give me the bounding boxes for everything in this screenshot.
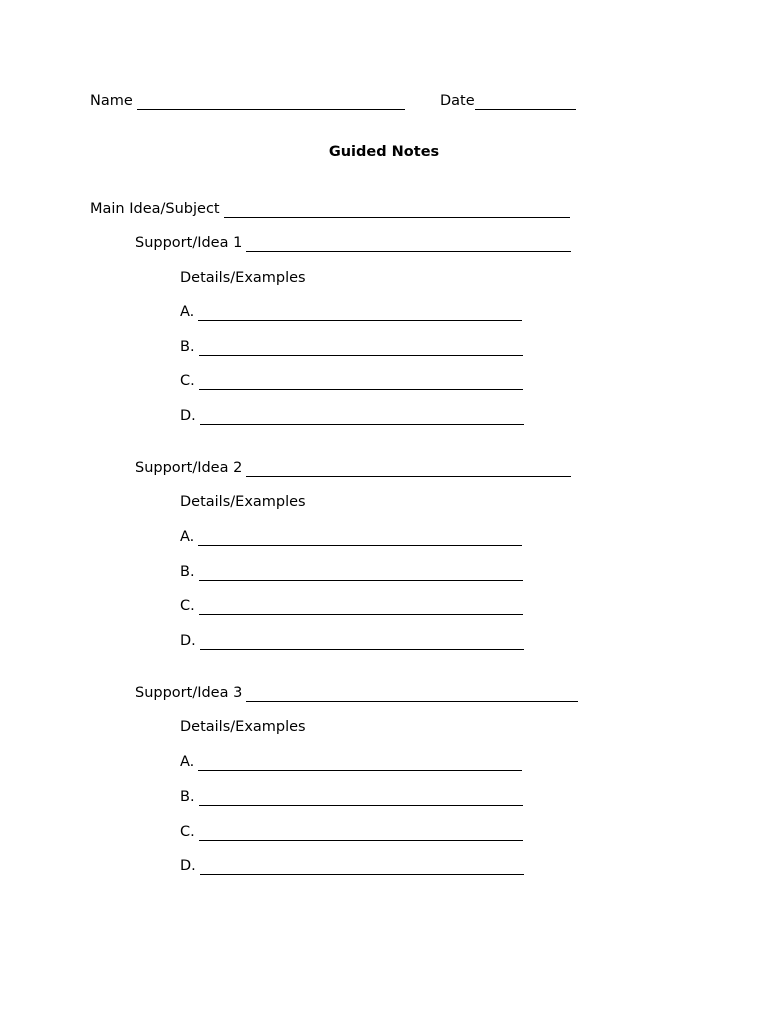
name-row xyxy=(90,92,405,110)
detail-row-1c xyxy=(180,372,523,390)
detail-letter: B. xyxy=(180,564,195,580)
detail-blank[interactable] xyxy=(199,341,523,356)
detail-row-2a xyxy=(180,528,522,546)
detail-row-1b xyxy=(180,338,523,356)
detail-blank[interactable] xyxy=(199,791,523,806)
details-heading-2 xyxy=(180,493,306,511)
name-label: Name xyxy=(90,93,133,109)
detail-letter: A. xyxy=(180,304,195,320)
detail-blank[interactable] xyxy=(200,860,524,875)
detail-blank[interactable] xyxy=(199,566,523,581)
detail-blank[interactable] xyxy=(198,756,522,771)
support-row-1 xyxy=(135,234,571,252)
main-idea-row xyxy=(90,200,570,218)
detail-row-1d xyxy=(180,407,524,425)
detail-letter: A. xyxy=(180,754,195,770)
detail-row-3d xyxy=(180,857,524,875)
detail-row-3a xyxy=(180,753,522,771)
detail-letter: D. xyxy=(180,408,196,424)
main-idea-blank[interactable] xyxy=(224,203,570,218)
support-row-2 xyxy=(135,459,571,477)
detail-row-3c xyxy=(180,823,523,841)
detail-letter: C. xyxy=(180,598,195,614)
support-label: Support/Idea 2 xyxy=(135,460,243,476)
support-label: Support/Idea 1 xyxy=(135,235,243,251)
support-blank[interactable] xyxy=(246,687,578,702)
name-blank[interactable] xyxy=(137,95,405,110)
date-row xyxy=(440,92,576,110)
detail-letter: C. xyxy=(180,373,195,389)
detail-row-1a xyxy=(180,303,522,321)
detail-letter: A. xyxy=(180,529,195,545)
detail-letter: D. xyxy=(180,633,196,649)
main-idea-label: Main Idea/Subject xyxy=(90,201,220,217)
details-heading-3 xyxy=(180,718,306,736)
support-blank[interactable] xyxy=(246,237,571,252)
detail-blank[interactable] xyxy=(199,375,523,390)
support-label: Support/Idea 3 xyxy=(135,685,243,701)
page-title: Guided Notes xyxy=(328,144,440,160)
detail-letter: C. xyxy=(180,824,195,840)
detail-row-3b xyxy=(180,788,523,806)
detail-letter: B. xyxy=(180,339,195,355)
detail-row-2b xyxy=(180,563,523,581)
details-heading-1 xyxy=(180,269,306,287)
detail-blank[interactable] xyxy=(198,306,522,321)
details-label: Details/Examples xyxy=(180,719,306,735)
detail-blank[interactable] xyxy=(200,635,524,650)
support-blank[interactable] xyxy=(246,462,571,477)
detail-row-2c xyxy=(180,597,523,615)
details-label: Details/Examples xyxy=(180,494,306,510)
date-blank[interactable] xyxy=(475,95,576,110)
detail-letter: D. xyxy=(180,858,196,874)
detail-blank[interactable] xyxy=(199,826,523,841)
details-label: Details/Examples xyxy=(180,270,306,286)
support-row-3 xyxy=(135,684,578,702)
detail-blank[interactable] xyxy=(200,410,524,425)
detail-blank[interactable] xyxy=(198,531,522,546)
date-label: Date xyxy=(440,93,475,109)
detail-letter: B. xyxy=(180,789,195,805)
detail-row-2d xyxy=(180,632,524,650)
detail-blank[interactable] xyxy=(199,600,523,615)
